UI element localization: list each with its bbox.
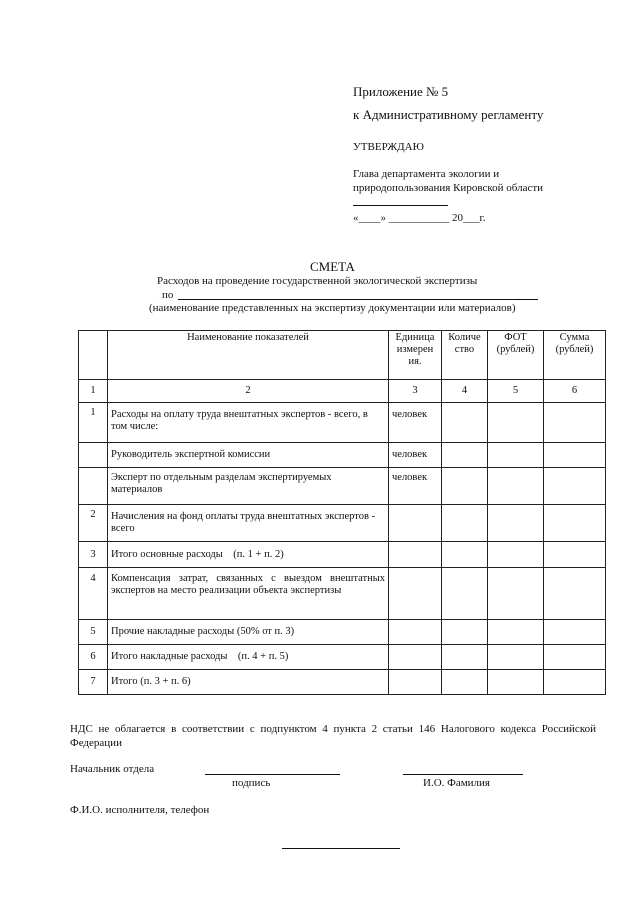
table-row	[79, 443, 606, 468]
table-header-row	[79, 331, 606, 380]
column-number: 1	[79, 380, 108, 403]
row-value	[442, 443, 488, 468]
row-number	[79, 468, 108, 505]
estimate-table	[78, 330, 606, 695]
header-cell	[79, 331, 108, 380]
executor-line	[282, 848, 400, 849]
row-number: 4	[79, 568, 108, 620]
row-value	[442, 468, 488, 505]
header-cell: Количе ство	[442, 331, 488, 380]
row-number	[79, 443, 108, 468]
signature-caption: подпись	[232, 777, 271, 789]
head-of-department-label: Начальник отдела	[70, 763, 155, 775]
row-value	[488, 403, 544, 443]
row-unit	[389, 670, 442, 695]
column-number: 5	[488, 380, 544, 403]
row-value	[544, 568, 606, 620]
column-number: 2	[108, 380, 389, 403]
row-number: 3	[79, 542, 108, 568]
row-name: Эксперт по отдельным разделам экспертируемых материалов	[108, 468, 389, 505]
row-value	[544, 645, 606, 670]
row-name: Итого (п. 3 + п. 6)	[108, 670, 389, 695]
row-number: 7	[79, 670, 108, 695]
executor-label: Ф.И.О. исполнителя, телефон	[70, 804, 210, 816]
row-value	[544, 468, 606, 505]
column-number-row	[79, 380, 606, 403]
row-value	[442, 620, 488, 645]
approve-label: УТВЕРЖДАЮ	[353, 141, 424, 153]
row-value	[442, 403, 488, 443]
subject-blank-line	[178, 299, 538, 300]
row-name: Начисления на фонд оплаты труда внештатных экспертов - всего	[108, 505, 389, 542]
row-unit	[389, 505, 442, 542]
table-row	[79, 568, 606, 620]
row-value	[442, 568, 488, 620]
header-cell: ФОТ (рублей)	[488, 331, 544, 380]
signature-line	[205, 774, 340, 775]
row-unit: человек	[389, 403, 442, 443]
column-number: 4	[442, 380, 488, 403]
row-value	[488, 645, 544, 670]
row-name: Руководитель экспертной комиссии	[108, 443, 389, 468]
header-cell: Единица измерен ия.	[389, 331, 442, 380]
row-name: Расходы на оплату труда внештатных экспертов - всего, в том числе:	[108, 403, 389, 443]
approver-signature-line	[353, 205, 448, 206]
appendix-number: Приложение № 5	[353, 84, 449, 99]
row-value	[544, 620, 606, 645]
row-name: Прочие накладные расходы (50% от п. 3)	[108, 620, 389, 645]
row-unit	[389, 645, 442, 670]
header-cell: Наименование показателей	[108, 331, 389, 380]
table-row	[79, 620, 606, 645]
row-number: 1	[79, 403, 108, 443]
table-row	[79, 505, 606, 542]
table-row	[79, 670, 606, 695]
name-caption: И.О. Фамилия	[423, 777, 490, 789]
table-row	[79, 403, 606, 443]
row-value	[544, 443, 606, 468]
row-value	[544, 403, 606, 443]
name-line	[403, 774, 523, 775]
vat-note: НДС не облагается в соответствии с подпунктом 4 пункта 2 статьи 146 Налогового кодекса Российской Федерации	[70, 723, 596, 749]
document-title: СМЕТА	[310, 259, 355, 274]
row-value	[488, 670, 544, 695]
row-value	[488, 542, 544, 568]
column-number: 3	[389, 380, 442, 403]
document-subtitle: Расходов на проведение государственной экологической экспертизы	[157, 275, 478, 287]
row-value	[442, 542, 488, 568]
row-number: 6	[79, 645, 108, 670]
row-value	[488, 568, 544, 620]
row-unit	[389, 620, 442, 645]
po-label: по	[162, 289, 174, 301]
row-unit: человек	[389, 443, 442, 468]
row-value	[488, 620, 544, 645]
row-unit: человек	[389, 468, 442, 505]
row-name: Итого основные расходы (п. 1 + п. 2)	[108, 542, 389, 568]
table-row	[79, 468, 606, 505]
column-number: 6	[544, 380, 606, 403]
regulation-reference: к Административному регламенту	[353, 107, 544, 122]
row-value	[488, 505, 544, 542]
approver-title-line1: Глава департамента экологии и	[353, 168, 500, 180]
row-value	[544, 670, 606, 695]
subject-caption: (наименование представленных на экспертизу документации или материалов)	[149, 302, 516, 314]
row-unit	[389, 542, 442, 568]
row-number: 5	[79, 620, 108, 645]
row-value	[544, 542, 606, 568]
row-value	[488, 443, 544, 468]
row-name: Компенсация затрат, связанных с выездом внештатных экспертов на место реализации объекта экспертизы	[108, 568, 389, 620]
row-number: 2	[79, 505, 108, 542]
row-value	[442, 645, 488, 670]
approver-title-line2: природопользования Кировской области	[353, 182, 544, 194]
row-unit	[389, 568, 442, 620]
approval-date-line: «____» ___________ 20___г.	[353, 212, 486, 224]
table-row	[79, 645, 606, 670]
row-value	[544, 505, 606, 542]
row-name: Итого накладные расходы (п. 4 + п. 5)	[108, 645, 389, 670]
header-cell: Сумма (рублей)	[544, 331, 606, 380]
row-value	[442, 505, 488, 542]
table-row	[79, 542, 606, 568]
row-value	[442, 670, 488, 695]
row-value	[488, 468, 544, 505]
